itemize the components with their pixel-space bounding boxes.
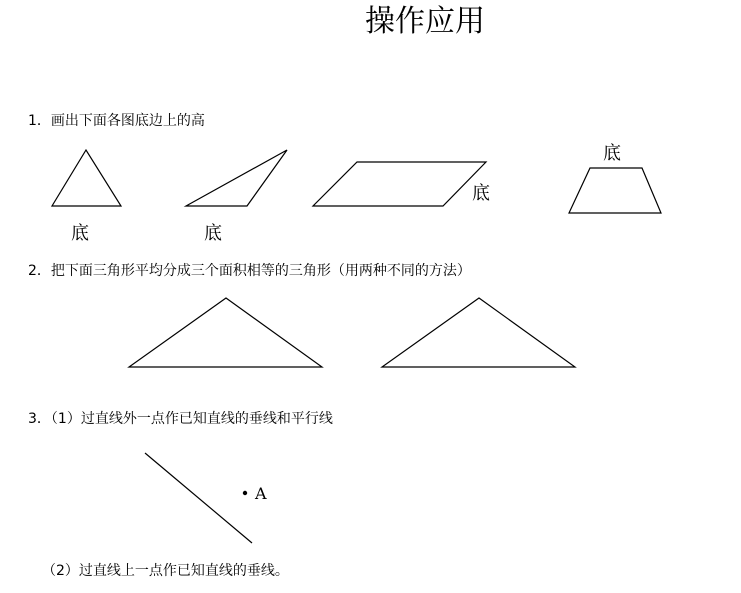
q1-trapezoid xyxy=(569,168,661,213)
q3-point-a xyxy=(243,491,247,495)
q1-base-label-triangle: 底 xyxy=(71,223,89,244)
q1-parallelogram xyxy=(313,162,486,206)
q3-point-a-label: A xyxy=(255,484,267,503)
q1-triangle-equilateral xyxy=(52,150,121,206)
q1-triangle-obtuse xyxy=(186,150,287,206)
q2-triangle-left xyxy=(129,298,322,367)
q1-base-label-trapezoid: 底 xyxy=(603,143,621,164)
question-1-text: 1．画出下面各图底边上的高 xyxy=(28,113,205,129)
q2-triangle-right xyxy=(382,298,575,367)
question-3-text: 3．（1）过直线外一点作已知直线的垂线和平行线 xyxy=(28,411,333,427)
q3-given-line xyxy=(145,453,252,543)
question-2-text: 2．把下面三角形平均分成三个面积相等的三角形（用两种不同的方法） xyxy=(28,263,471,279)
page-title: 操作应用 xyxy=(365,4,485,39)
q1-base-label-parallelogram: 底 xyxy=(472,183,490,204)
q1-base-label-obtuse-triangle: 底 xyxy=(204,223,222,244)
question-3-sub-text: （2）过直线上一点作已知直线的垂线。 xyxy=(42,563,289,579)
